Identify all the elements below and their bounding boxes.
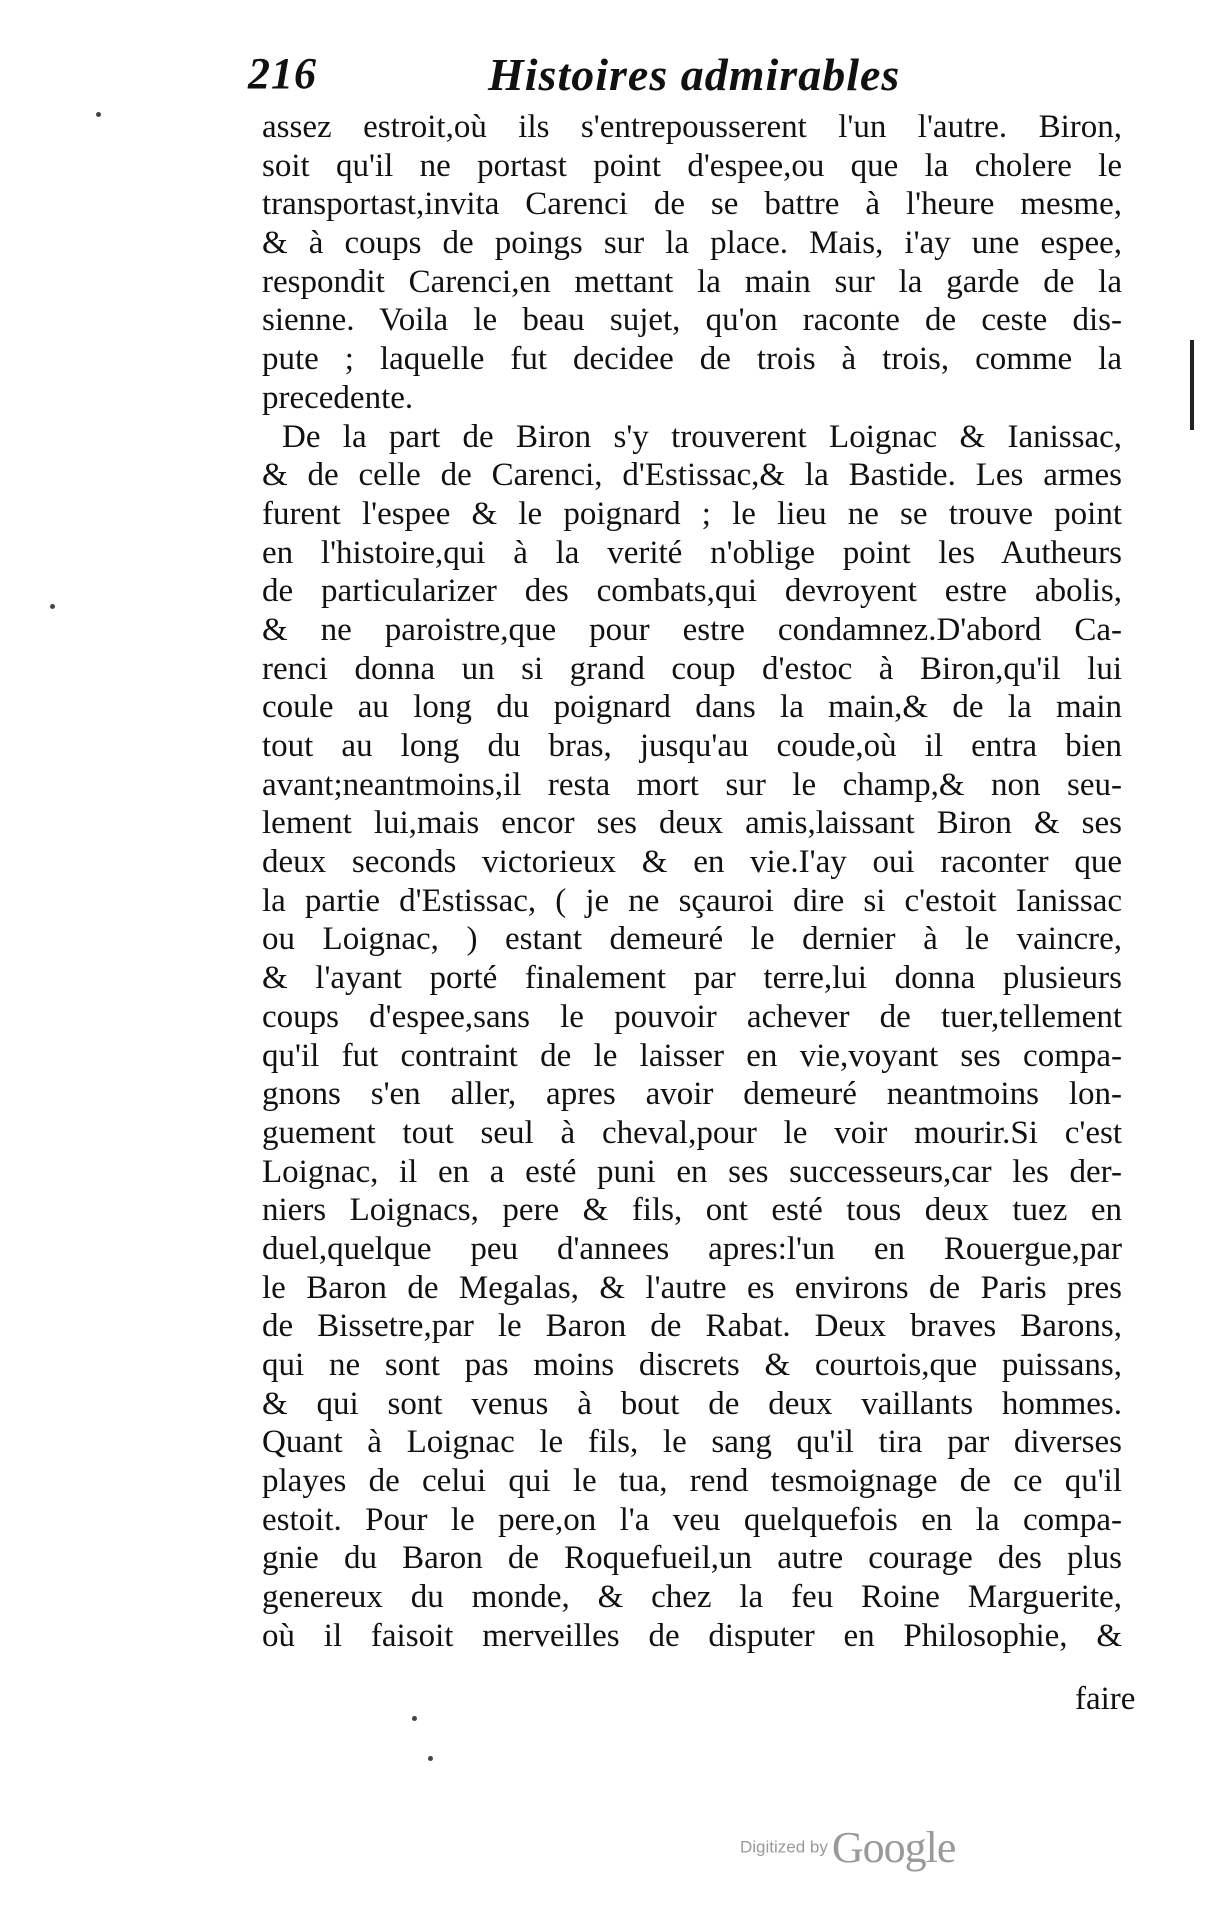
text-line: coule au long du poignard dans la main,& de la main <box>262 689 1122 726</box>
text-line: respondit Carenci,en mettant la main sur la garde de la <box>262 263 1122 300</box>
text-line: renci donna un si grand coup d'estoc à Biron,qu'il lui <box>262 650 1122 687</box>
catchword: faire <box>1075 1681 1136 1717</box>
text-line: genereux du monde, & chez la feu Roine Marguerite, <box>262 1579 1122 1616</box>
text-line: soit qu'il ne portast point d'espee,ou que la cholere le <box>262 147 1122 184</box>
text-line: ou Loignac, ) estant demeuré le dernier à le vaincre, <box>262 921 1122 958</box>
text-line: assez estroit,où ils s'entrepousserent l'un l'autre. Biron, <box>262 109 1122 145</box>
body-text <box>262 108 1122 1656</box>
text-line: & ne paroistre,que pour estre condamnez.D'abord Ca- <box>262 611 1122 648</box>
text-line: guement tout seul à cheval,pour le voir mourir.Si c'est <box>262 1114 1122 1151</box>
digitization-watermark <box>740 1822 955 1873</box>
ink-speck <box>428 1756 433 1761</box>
text-line: sienne. Voila le beau sujet, qu'on raconte de ceste dis- <box>262 302 1122 339</box>
text-line: qui ne sont pas moins discrets & courtois,que puissans, <box>262 1347 1122 1383</box>
text-line: le Baron de Megalas, & l'autre es environs de Paris pres <box>262 1269 1122 1306</box>
ink-speck <box>412 1716 417 1721</box>
paragraph-start-line: De la part de Biron s'y trouverent Loignac & Ianissac, <box>282 418 1122 455</box>
ink-speck <box>50 604 55 609</box>
text-line: de Bissetre,par le Baron de Rabat. Deux braves Barons, <box>262 1308 1122 1345</box>
page-number: 216 <box>248 49 317 98</box>
text-line: qu'il fut contraint de le laisser en vie,voyant ses compa- <box>262 1037 1122 1074</box>
text-line: estoit. Pour le pere,on l'a veu quelquefois en la compa- <box>262 1501 1122 1538</box>
text-line: niers Loignacs, pere & fils, ont esté tous deux tuez en <box>262 1192 1122 1229</box>
text-line: gnons s'en aller, apres avoir demeuré neantmoins lon- <box>262 1076 1122 1113</box>
running-title: Histoires admirables <box>488 49 901 100</box>
text-line: playes de celui qui le tua, rend tesmoignage de ce qu'il <box>262 1463 1122 1500</box>
text-line: avant;neantmoins,il resta mort sur le champ,& non seu- <box>262 766 1122 803</box>
text-line: où il faisoit merveilles de disputer en Philosophie, & <box>262 1617 1122 1654</box>
text-line: tout au long du bras, jusqu'au coude,où il entra bien <box>262 728 1122 764</box>
text-line: de particularizer des combats,qui devroyent estre abolis, <box>262 573 1122 610</box>
text-line: & qui sont venus à bout de deux vaillants hommes. <box>262 1385 1122 1422</box>
text-line: gnie du Baron de Roquefueil,un autre courage des plus <box>262 1540 1122 1577</box>
text-line: duel,quelque peu d'annees apres:l'un en Rouergue,par <box>262 1230 1122 1267</box>
digitized-by-label: Digitized by <box>740 1837 828 1857</box>
text-line: transportast,invita Carenci de se battre à l'heure mesme, <box>262 186 1122 223</box>
text-line: coups d'espee,sans le pouvoir achever de tuer,tellement <box>262 998 1122 1035</box>
text-line: deux seconds victorieux & en vie.I'ay oui raconter que <box>262 844 1122 881</box>
text-line: precedente. <box>262 379 414 416</box>
text-line: & à coups de poings sur la place. Mais, i'ay une espee, <box>262 225 1122 262</box>
text-line: Loignac, il en a esté puni en ses successeurs,car les der- <box>262 1153 1122 1190</box>
google-logo: Google <box>831 1823 956 1872</box>
text-line: pute ; laquelle fut decidee de trois à trois, comme la <box>262 341 1122 378</box>
ink-speck <box>96 112 101 117</box>
text-line: Quant à Loignac le fils, le sang qu'il tira par diverses <box>262 1424 1122 1461</box>
text-line: la partie d'Estissac, ( je ne sçauroi dire si c'estoit Ianissac <box>262 882 1122 919</box>
text-line: & de celle de Carenci, d'Estissac,& la Bastide. Les armes <box>262 457 1122 494</box>
page-header <box>248 48 1128 108</box>
text-line: lement lui,mais encor ses deux amis,laissant Biron & ses <box>262 805 1122 842</box>
text-line: furent l'espee & le poignard ; le lieu ne se trouve point <box>262 495 1122 532</box>
page-edge-mark <box>1190 340 1194 430</box>
text-line: en l'histoire,qui à la verité n'oblige point les Autheurs <box>262 534 1122 571</box>
text-line: & l'ayant porté finalement par terre,lui donna plusieurs <box>262 960 1122 997</box>
